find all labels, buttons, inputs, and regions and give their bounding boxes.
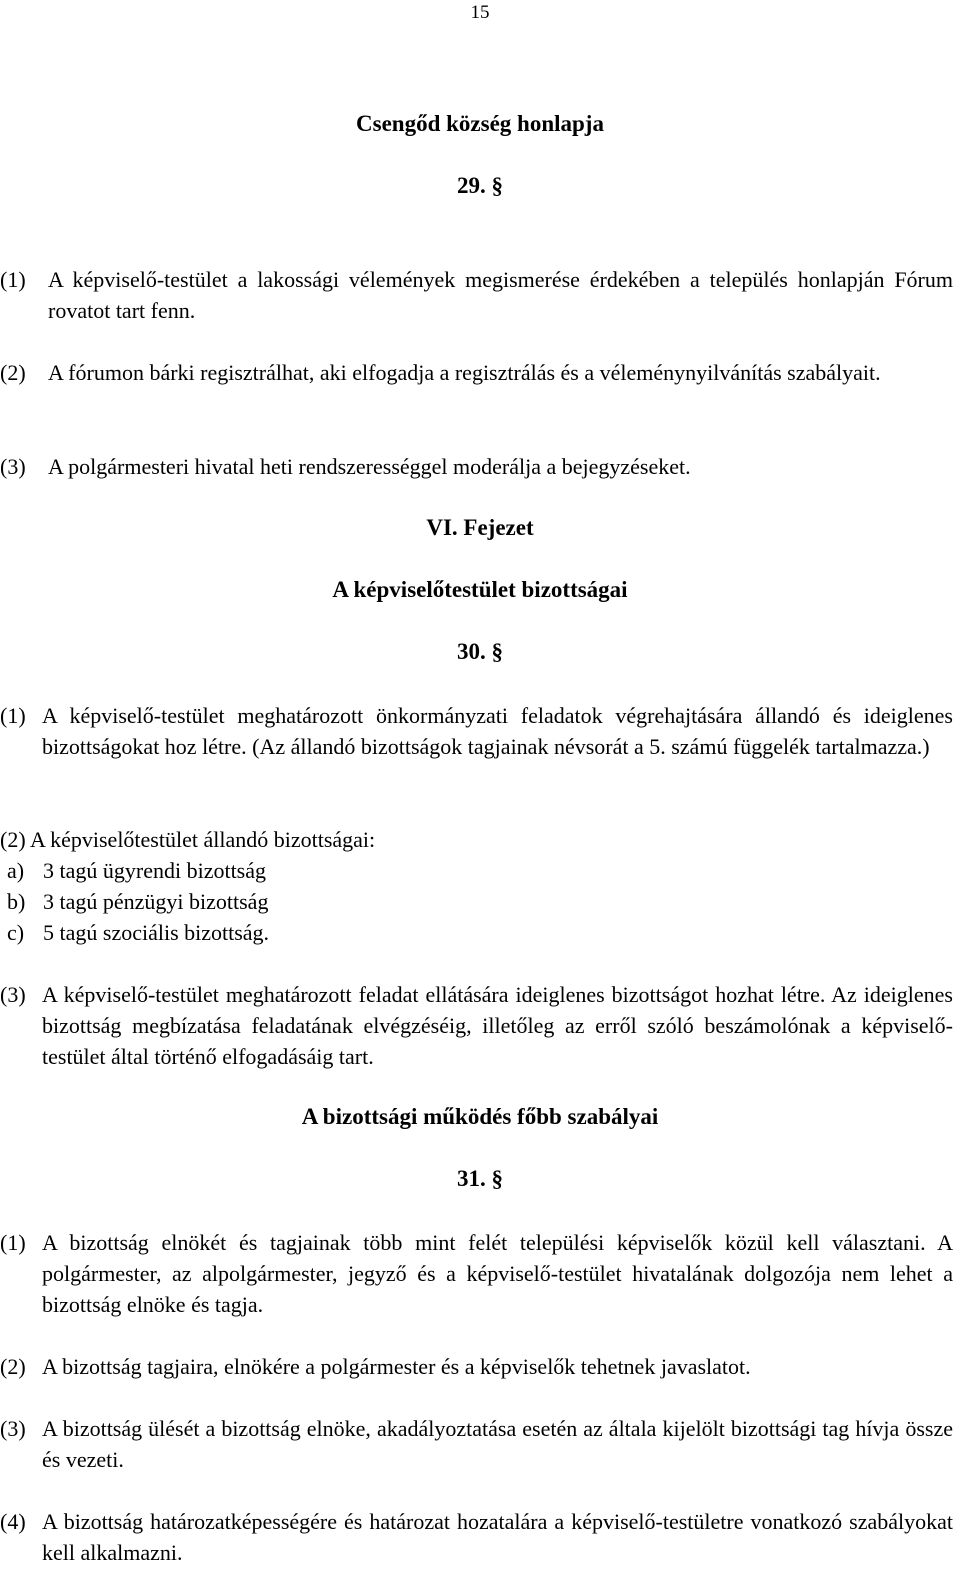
paragraph-number: (1) [0,703,26,728]
paragraph-30-1 [0,700,955,762]
paragraph-text: A bizottság elnökét és tagjainak több mint felét települési képviselők közül kell választani. A polgármester, az alpolgármester, jegyző és a képviselő-testület hivatalának dolgozója nem lehet a bizottság elnöke és tagja. [42,1230,953,1317]
chapter-heading: VI. Fejezet [426,515,534,540]
paragraph-31-4 [0,1506,955,1568]
section-title: Csengőd község honlapja [356,111,604,136]
paragraph-31-2 [0,1351,955,1382]
paragraph-text: A polgármesteri hivatal heti rendszerességgel moderálja a bejegyzéseket. [48,454,691,479]
paragraph-sign-29: 29. § [457,173,503,198]
list-item-text: 3 tagú ügyrendi bizottság [43,858,267,883]
paragraph-text: A képviselő-testület a lakossági vélemények megismerése érdekében a település honlapján Fórum rovatot tart fenn. [48,267,953,323]
list-lead: (2) A képviselőtestület állandó bizottságai: [0,827,376,852]
paragraph-number: (4) [0,1509,26,1534]
paragraph-text: A bizottság ülését a bizottság elnöke, akadályoztatása esetén az általa kijelölt bizottsági tag hívja össze és vezeti. [42,1416,953,1472]
paragraph-text: A bizottság határozatképességére és határozat hozatalára a képviselő-testületre vonatkozó szabályokat kell alkalmazni. [42,1509,953,1565]
chapter-title: A képviselőtestület bizottságai [332,577,628,602]
paragraph-number: (3) [0,1416,26,1441]
paragraph-number: (1) [0,267,26,292]
paragraph-sign-31: 31. § [457,1166,503,1191]
paragraph-29-1 [0,264,955,326]
paragraph-text: A fórumon bárki regisztrálhat, aki elfogadja a regisztrálás és a véleménynyilvánítás szabályait. [48,360,881,385]
paragraph-30-3 [0,979,955,1072]
paragraph-sign-30: 30. § [457,639,503,664]
list-item [0,917,955,948]
paragraph-number: (2) [0,1354,26,1379]
list-item [0,855,955,886]
paragraph-29-2 [0,357,955,388]
paragraph-text: A bizottság tagjaira, elnökére a polgármester és a képviselők tehetnek javaslatot. [42,1354,751,1379]
paragraph-number: (3) [0,454,26,479]
paragraph-text: A képviselő-testület meghatározott feladat ellátására ideiglenes bizottságot hozhat létre. Az ideiglenes bizottság megbízatása feladatának elvégzéséig, illetőleg az erről szóló beszámolónak a képviselő-testület által történő elfogadásáig tart. [42,982,953,1069]
section-title: A bizottsági működés főbb szabályai [301,1104,659,1129]
paragraph-number: (1) [0,1230,26,1255]
list-marker: b) [7,889,26,914]
paragraph-30-2 [0,824,955,948]
paragraph-31-1 [0,1227,955,1320]
paragraph-number: (3) [0,982,26,1007]
page-number: 15 [470,2,490,23]
list-marker: a) [7,858,25,883]
list-marker: c) [7,920,25,945]
paragraph-29-3 [0,451,955,482]
list-item [0,886,955,917]
paragraph-31-3 [0,1413,955,1475]
list-item-text: 3 tagú pénzügyi bizottság [43,889,269,914]
list-item-text: 5 tagú szociális bizottság. [43,920,270,945]
paragraph-number: (2) [0,360,26,385]
paragraph-text: A képviselő-testület meghatározott önkormányzati feladatok végrehajtására állandó és ideiglenes bizottságokat hoz létre. (Az állandó bizottságok tagjainak névsorát a 5. számú függelék tartalmazza.) [42,703,953,759]
